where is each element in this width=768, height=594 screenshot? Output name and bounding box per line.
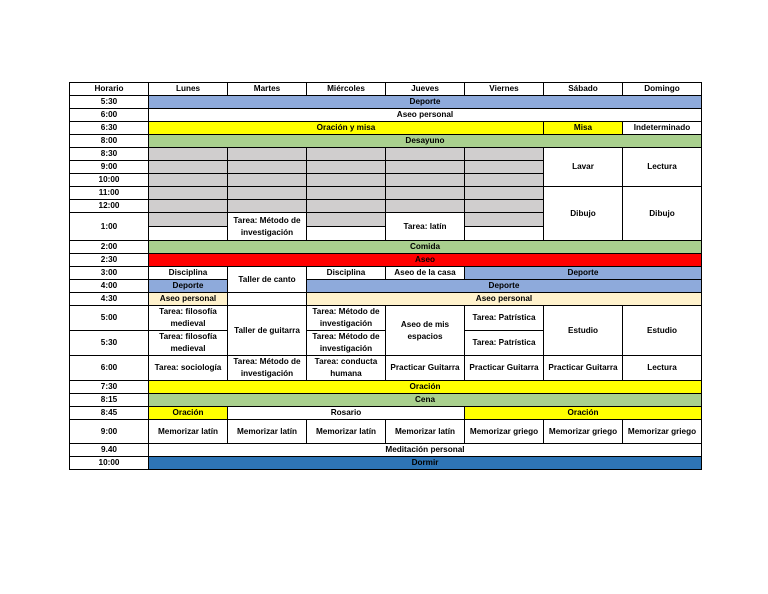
time-cell: 12:00 <box>70 200 149 213</box>
blocked-cell <box>307 200 386 213</box>
activity-cell: Dormir <box>149 457 702 470</box>
time-cell: 1:00 <box>70 213 149 241</box>
time-cell: 6:00 <box>70 109 149 122</box>
activity-cell: Memorizar griego <box>623 420 702 444</box>
blocked-cell <box>149 213 228 227</box>
activity-cell: Tarea: sociología <box>149 356 228 381</box>
activity-cell: Tarea: Patrística <box>465 331 544 356</box>
activity-cell: Oración y misa <box>149 122 544 135</box>
activity-cell: Memorizar griego <box>544 420 623 444</box>
time-cell: 9:00 <box>70 161 149 174</box>
activity-cell: Aseo <box>149 254 702 267</box>
blocked-cell <box>149 161 228 174</box>
blocked-cell <box>386 200 465 213</box>
activity-cell: Tarea: latín <box>386 213 465 241</box>
blocked-cell <box>228 187 307 200</box>
row-4-00 <box>70 280 702 293</box>
activity-cell: Aseo personal <box>149 109 702 122</box>
time-cell: 8:15 <box>70 394 149 407</box>
empty-cell <box>149 227 228 241</box>
weekly-schedule-table <box>69 82 702 470</box>
activity-cell: Comida <box>149 241 702 254</box>
activity-cell: Lavar <box>544 148 623 187</box>
time-cell: 4:00 <box>70 280 149 293</box>
blocked-cell <box>307 187 386 200</box>
row-8-30 <box>70 148 702 161</box>
row-7-30 <box>70 381 702 394</box>
blocked-cell <box>149 174 228 187</box>
row-6-00-pm <box>70 356 702 381</box>
row-2-00 <box>70 241 702 254</box>
time-cell: 5:30 <box>70 331 149 356</box>
activity-cell: Tarea: Método de investigación <box>307 331 386 356</box>
header-domingo: Domingo <box>623 83 702 96</box>
blocked-cell <box>149 148 228 161</box>
blocked-cell <box>228 148 307 161</box>
row-6-00 <box>70 109 702 122</box>
activity-cell: Memorizar latín <box>228 420 307 444</box>
blocked-cell <box>228 161 307 174</box>
activity-cell: Memorizar latín <box>307 420 386 444</box>
blocked-cell <box>228 200 307 213</box>
blocked-cell <box>465 174 544 187</box>
activity-cell: Memorizar latín <box>386 420 465 444</box>
activity-cell: Tarea: Patrística <box>465 306 544 331</box>
activity-cell: Deporte <box>149 280 228 293</box>
blocked-cell <box>386 187 465 200</box>
time-cell: 8:45 <box>70 407 149 420</box>
empty-cell <box>307 227 386 241</box>
activity-cell: Deporte <box>307 280 702 293</box>
activity-cell: Taller de guitarra <box>228 306 307 356</box>
blocked-cell <box>465 213 544 227</box>
activity-cell: Practicar Guitarra <box>465 356 544 381</box>
activity-cell: Tarea: Método de investigación <box>307 306 386 331</box>
activity-cell: Dibujo <box>544 187 623 241</box>
activity-cell: Indeterminado <box>623 122 702 135</box>
activity-cell: Cena <box>149 394 702 407</box>
row-10-00-pm <box>70 457 702 470</box>
row-11-00 <box>70 187 702 200</box>
header-row <box>70 83 702 96</box>
activity-cell: Misa <box>544 122 623 135</box>
time-cell: 5:30 <box>70 96 149 109</box>
time-cell: 11:00 <box>70 187 149 200</box>
blocked-cell <box>465 200 544 213</box>
blocked-cell <box>307 161 386 174</box>
blocked-cell <box>465 187 544 200</box>
blocked-cell <box>228 174 307 187</box>
header-martes: Martes <box>228 83 307 96</box>
activity-cell: Disciplina <box>307 267 386 280</box>
row-6-30 <box>70 122 702 135</box>
row-5-00 <box>70 306 702 331</box>
blocked-cell <box>465 148 544 161</box>
blocked-cell <box>386 174 465 187</box>
header-jueves: Jueves <box>386 83 465 96</box>
activity-cell: Oración <box>149 407 228 420</box>
activity-cell: Deporte <box>465 267 702 280</box>
time-cell: 4:30 <box>70 293 149 306</box>
activity-cell: Oración <box>465 407 702 420</box>
row-8-15 <box>70 394 702 407</box>
activity-cell: Memorizar latín <box>149 420 228 444</box>
activity-cell: Tarea: filosofía medieval <box>149 331 228 356</box>
row-5-30 <box>70 96 702 109</box>
activity-cell: Taller de canto <box>228 267 307 293</box>
blocked-cell <box>307 174 386 187</box>
row-3-00 <box>70 267 702 280</box>
activity-cell: Lectura <box>623 148 702 187</box>
header-viernes: Viernes <box>465 83 544 96</box>
time-cell: 6:30 <box>70 122 149 135</box>
activity-cell: Aseo de mis espacios <box>386 306 465 356</box>
activity-cell: Memorizar griego <box>465 420 544 444</box>
activity-cell: Aseo personal <box>149 293 228 306</box>
activity-cell: Disciplina <box>149 267 228 280</box>
activity-cell: Tarea: filosofía medieval <box>149 306 228 331</box>
activity-cell: Lectura <box>623 356 702 381</box>
activity-cell: Aseo personal <box>307 293 702 306</box>
activity-cell: Practicar Guitarra <box>544 356 623 381</box>
activity-cell: Deporte <box>149 96 702 109</box>
time-cell: 10:00 <box>70 457 149 470</box>
row-8-00 <box>70 135 702 148</box>
row-8-45 <box>70 407 702 420</box>
blocked-cell <box>149 187 228 200</box>
header-lunes: Lunes <box>149 83 228 96</box>
time-cell: 8:30 <box>70 148 149 161</box>
time-cell: 3:00 <box>70 267 149 280</box>
row-9-00-pm <box>70 420 702 444</box>
activity-cell: Tarea: conducta humana <box>307 356 386 381</box>
blocked-cell <box>465 161 544 174</box>
header-sabado: Sábado <box>544 83 623 96</box>
activity-cell: Estudio <box>544 306 623 356</box>
blocked-cell <box>307 213 386 227</box>
time-cell: 10:00 <box>70 174 149 187</box>
blocked-cell <box>149 200 228 213</box>
time-cell: 7:30 <box>70 381 149 394</box>
header-horario: Horario <box>70 83 149 96</box>
time-cell: 9:00 <box>70 420 149 444</box>
time-cell: 6:00 <box>70 356 149 381</box>
activity-cell: Estudio <box>623 306 702 356</box>
activity-cell: Aseo de la casa <box>386 267 465 280</box>
activity-cell: Desayuno <box>149 135 702 148</box>
activity-cell: Dibujo <box>623 187 702 241</box>
time-cell: 9.40 <box>70 444 149 457</box>
time-cell: 2:30 <box>70 254 149 267</box>
blocked-cell <box>307 148 386 161</box>
header-miercoles: Miércoles <box>307 83 386 96</box>
row-4-30 <box>70 293 702 306</box>
activity-cell: Tarea: Método de investigación <box>228 213 307 241</box>
activity-cell: Oración <box>149 381 702 394</box>
row-2-30 <box>70 254 702 267</box>
activity-cell: Practicar Guitarra <box>386 356 465 381</box>
activity-cell: Tarea: Método de investigación <box>228 356 307 381</box>
activity-cell: Rosario <box>228 407 465 420</box>
time-cell: 2:00 <box>70 241 149 254</box>
time-cell: 5:00 <box>70 306 149 331</box>
empty-cell <box>228 293 307 306</box>
activity-cell: Meditación personal <box>149 444 702 457</box>
empty-cell <box>465 227 544 241</box>
blocked-cell <box>386 161 465 174</box>
row-9-40 <box>70 444 702 457</box>
blocked-cell <box>386 148 465 161</box>
time-cell: 8:00 <box>70 135 149 148</box>
